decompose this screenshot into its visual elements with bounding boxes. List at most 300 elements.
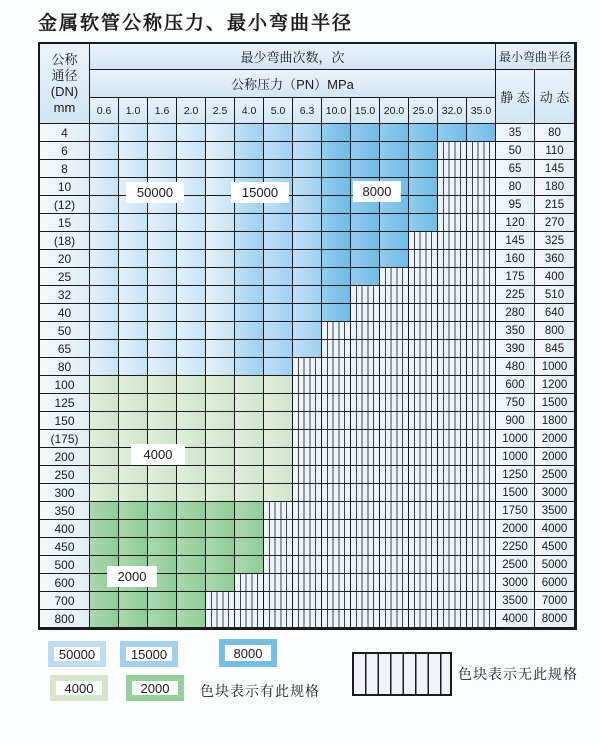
spec-cell-4000 (148, 484, 177, 502)
no-spec-cell (264, 592, 293, 610)
spec-cell-50000 (90, 268, 119, 286)
dynamic-radius-cell: 2500 (535, 466, 575, 484)
no-spec-cell (409, 610, 438, 628)
spec-cell-8000 (322, 214, 351, 232)
spec-cell-8000 (322, 178, 351, 196)
no-spec-cell (467, 250, 496, 268)
no-spec-cell (467, 574, 496, 592)
spec-cell-50000 (206, 268, 235, 286)
spec-cell-4000 (235, 430, 264, 448)
dn-cell: 10 (40, 178, 90, 196)
spec-cell-2000 (235, 502, 264, 520)
no-spec-cell (409, 592, 438, 610)
spec-cell-50000 (148, 286, 177, 304)
static-radius-cell: 3000 (496, 574, 535, 592)
no-spec-cell (293, 556, 322, 574)
no-spec-cell (438, 592, 467, 610)
spec-cell-50000 (177, 322, 206, 340)
spec-cell-8000 (322, 304, 351, 322)
pressure-header: 公称压力（PN）MPa (90, 70, 496, 98)
no-spec-cell (380, 466, 409, 484)
dynamic-radius-cell: 270 (535, 214, 575, 232)
cycle-label-50000: 50000 (126, 182, 184, 203)
no-spec-cell (438, 196, 467, 214)
no-spec-cell (380, 340, 409, 358)
legend-swatch-8000-label: 8000 (233, 645, 263, 661)
spec-cell-50000 (206, 322, 235, 340)
spec-cell-15000 (235, 214, 264, 232)
no-spec-cell (322, 430, 351, 448)
dynamic-radius-cell: 145 (535, 160, 575, 178)
static-radius-cell: 2500 (496, 556, 535, 574)
no-spec-cell (322, 610, 351, 628)
spec-cell-2000 (177, 520, 206, 538)
static-radius-cell: 175 (496, 268, 535, 286)
cycle-label-4000: 4000 (131, 444, 185, 465)
no-spec-cell (380, 412, 409, 430)
no-spec-cell (438, 142, 467, 160)
legend-swatch-50000 (48, 641, 106, 667)
no-spec-cell (467, 322, 496, 340)
no-spec-cell (351, 358, 380, 376)
pressure-tick: 6.3 (293, 98, 322, 124)
spec-cell-50000 (206, 358, 235, 376)
no-spec-cell (351, 556, 380, 574)
no-spec-cell (206, 610, 235, 628)
no-spec-cell (351, 394, 380, 412)
spec-cell-4000 (119, 466, 148, 484)
pressure-tick: 20.0 (380, 98, 409, 124)
spec-cell-15000 (264, 124, 293, 142)
spec-cell-2000 (206, 574, 235, 592)
dynamic-radius-cell: 4500 (535, 538, 575, 556)
no-spec-cell (409, 286, 438, 304)
dn-cell: 6 (40, 142, 90, 160)
no-spec-cell (293, 358, 322, 376)
spec-cell-4000 (119, 394, 148, 412)
dn-cell: 150 (40, 412, 90, 430)
no-spec-cell (467, 304, 496, 322)
spec-cell-4000 (264, 412, 293, 430)
no-spec-cell (438, 538, 467, 556)
spec-cell-15000 (235, 124, 264, 142)
no-spec-cell (409, 250, 438, 268)
static-radius-cell: 1000 (496, 430, 535, 448)
pressure-tick: 1.0 (119, 98, 148, 124)
cycle-label-8000: 8000 (353, 181, 401, 202)
spec-cell-50000 (119, 124, 148, 142)
spec-cell-2000 (206, 556, 235, 574)
spec-cell-50000 (90, 196, 119, 214)
spec-cell-4000 (177, 394, 206, 412)
dn-cell: (18) (40, 232, 90, 250)
no-spec-cell (380, 394, 409, 412)
dn-cell: (12) (40, 196, 90, 214)
spec-cell-50000 (90, 160, 119, 178)
no-spec-cell (293, 448, 322, 466)
spec-cell-15000 (293, 178, 322, 196)
no-spec-cell (467, 394, 496, 412)
spec-cell-15000 (293, 286, 322, 304)
spec-cell-4000 (148, 412, 177, 430)
static-radius-cell: 480 (496, 358, 535, 376)
no-spec-cell (322, 484, 351, 502)
no-spec-cell (293, 520, 322, 538)
spec-cell-15000 (235, 358, 264, 376)
spec-cell-50000 (148, 322, 177, 340)
dynamic-radius-cell: 180 (535, 178, 575, 196)
static-header: 静 态 (496, 70, 535, 124)
pressure-tick: 15.0 (351, 98, 380, 124)
no-spec-cell (409, 340, 438, 358)
no-spec-cell (467, 610, 496, 628)
static-radius-cell: 1500 (496, 484, 535, 502)
no-spec-cell (351, 286, 380, 304)
spec-cell-50000 (148, 160, 177, 178)
no-spec-cell (438, 358, 467, 376)
no-spec-cell (409, 466, 438, 484)
spec-cell-2000 (206, 538, 235, 556)
no-spec-cell (293, 574, 322, 592)
dynamic-radius-cell: 845 (535, 340, 575, 358)
spec-cell-4000 (206, 412, 235, 430)
spec-cell-50000 (119, 160, 148, 178)
dn-cell: 125 (40, 394, 90, 412)
no-spec-cell (467, 592, 496, 610)
no-spec-cell (438, 412, 467, 430)
legend-swatch-15000 (120, 641, 178, 667)
spec-cell-50000 (90, 250, 119, 268)
spec-cell-15000 (264, 160, 293, 178)
spec-cell-4000 (119, 376, 148, 394)
spec-cell-2000 (235, 556, 264, 574)
spec-cell-4000 (148, 394, 177, 412)
dn-cell: 20 (40, 250, 90, 268)
no-spec-cell (467, 520, 496, 538)
spec-cell-2000 (119, 520, 148, 538)
spec-cell-50000 (177, 268, 206, 286)
spec-cell-2000 (235, 538, 264, 556)
spec-cell-15000 (293, 214, 322, 232)
cycle-label-2000: 2000 (107, 566, 157, 587)
legend-no-spec-swatch (352, 652, 452, 696)
static-radius-cell: 600 (496, 376, 535, 394)
spec-cell-8000 (351, 124, 380, 142)
no-spec-cell (380, 538, 409, 556)
dn-cell: 65 (40, 340, 90, 358)
spec-cell-2000 (148, 610, 177, 628)
no-spec-cell (322, 340, 351, 358)
pressure-bend-table (38, 42, 577, 630)
no-spec-cell (438, 502, 467, 520)
dynamic-header: 动 态 (535, 70, 575, 124)
spec-cell-4000 (264, 448, 293, 466)
radius-header: 最小弯曲半径 (496, 44, 575, 70)
spec-cell-8000 (380, 250, 409, 268)
no-spec-cell (351, 412, 380, 430)
legend-no-spec-note: 色块表示无此规格 (458, 666, 578, 682)
spec-cell-8000 (351, 232, 380, 250)
static-radius-cell: 1750 (496, 502, 535, 520)
no-spec-cell (351, 340, 380, 358)
spec-cell-50000 (177, 358, 206, 376)
no-spec-cell (438, 268, 467, 286)
spec-cell-50000 (90, 124, 119, 142)
spec-cell-4000 (235, 376, 264, 394)
spec-cell-8000 (322, 196, 351, 214)
spec-cell-4000 (119, 412, 148, 430)
spec-cell-4000 (90, 466, 119, 484)
dynamic-radius-cell: 3000 (535, 484, 575, 502)
no-spec-cell (438, 376, 467, 394)
no-spec-cell (467, 358, 496, 376)
pressure-tick: 10.0 (322, 98, 351, 124)
spec-cell-8000 (409, 178, 438, 196)
spec-cell-4000 (206, 466, 235, 484)
spec-cell-8000 (409, 160, 438, 178)
no-spec-cell (467, 538, 496, 556)
spec-cell-2000 (148, 592, 177, 610)
no-spec-cell (380, 322, 409, 340)
spec-cell-50000 (177, 142, 206, 160)
spec-cell-8000 (380, 142, 409, 160)
pressure-tick: 1.6 (148, 98, 177, 124)
no-spec-cell (351, 448, 380, 466)
no-spec-cell (293, 466, 322, 484)
no-spec-cell (293, 376, 322, 394)
no-spec-cell (409, 484, 438, 502)
dynamic-radius-cell: 400 (535, 268, 575, 286)
static-radius-cell: 1000 (496, 448, 535, 466)
dynamic-radius-cell: 325 (535, 232, 575, 250)
spec-cell-2000 (90, 520, 119, 538)
no-spec-cell (380, 592, 409, 610)
spec-cell-50000 (177, 214, 206, 232)
dynamic-radius-cell: 1000 (535, 358, 575, 376)
spec-cell-15000 (293, 340, 322, 358)
spec-cell-50000 (177, 304, 206, 322)
spec-cell-2000 (148, 538, 177, 556)
spec-cell-4000 (177, 484, 206, 502)
no-spec-cell (438, 430, 467, 448)
no-spec-cell (438, 286, 467, 304)
spec-cell-50000 (90, 214, 119, 232)
spec-cell-8000 (322, 124, 351, 142)
legend-swatch-50000-label: 50000 (58, 646, 96, 662)
no-spec-cell (322, 466, 351, 484)
spec-cell-50000 (119, 340, 148, 358)
spec-cell-15000 (235, 340, 264, 358)
spec-cell-15000 (264, 268, 293, 286)
no-spec-cell (467, 484, 496, 502)
legend-swatch-8000 (219, 639, 277, 667)
spec-cell-15000 (293, 232, 322, 250)
spec-cell-8000 (380, 160, 409, 178)
no-spec-cell (409, 268, 438, 286)
spec-cell-50000 (206, 160, 235, 178)
dynamic-radius-cell: 215 (535, 196, 575, 214)
no-spec-cell (322, 412, 351, 430)
no-spec-cell (409, 232, 438, 250)
no-spec-cell (438, 250, 467, 268)
spec-cell-15000 (264, 304, 293, 322)
spec-cell-2000 (177, 592, 206, 610)
no-spec-cell (467, 160, 496, 178)
dn-cell: 100 (40, 376, 90, 394)
static-radius-cell: 900 (496, 412, 535, 430)
spec-cell-50000 (119, 214, 148, 232)
no-spec-cell (380, 556, 409, 574)
no-spec-cell (351, 574, 380, 592)
no-spec-cell (438, 394, 467, 412)
no-spec-cell (322, 556, 351, 574)
static-radius-cell: 145 (496, 232, 535, 250)
no-spec-cell (438, 214, 467, 232)
dynamic-radius-cell: 6000 (535, 574, 575, 592)
spec-cell-2000 (177, 502, 206, 520)
no-spec-cell (380, 376, 409, 394)
spec-cell-8000 (322, 250, 351, 268)
no-spec-cell (438, 610, 467, 628)
spec-cell-15000 (235, 232, 264, 250)
spec-cell-4000 (119, 484, 148, 502)
no-spec-cell (438, 556, 467, 574)
spec-cell-8000 (322, 232, 351, 250)
dynamic-radius-cell: 360 (535, 250, 575, 268)
static-radius-cell: 2000 (496, 520, 535, 538)
spec-cell-2000 (206, 520, 235, 538)
no-spec-cell (380, 268, 409, 286)
no-spec-cell (322, 394, 351, 412)
spec-cell-50000 (90, 358, 119, 376)
spec-cell-2000 (119, 502, 148, 520)
no-spec-cell (264, 502, 293, 520)
no-spec-cell (409, 556, 438, 574)
no-spec-cell (293, 394, 322, 412)
dynamic-radius-cell: 8000 (535, 610, 575, 628)
no-spec-cell (322, 448, 351, 466)
dn-cell: 800 (40, 610, 90, 628)
no-spec-cell (264, 610, 293, 628)
spec-cell-50000 (206, 124, 235, 142)
spec-cell-50000 (148, 214, 177, 232)
dynamic-radius-cell: 110 (535, 142, 575, 160)
dynamic-radius-cell: 640 (535, 304, 575, 322)
spec-cell-50000 (177, 160, 206, 178)
no-spec-cell (409, 376, 438, 394)
cycle-label-15000: 15000 (231, 182, 289, 203)
no-spec-cell (409, 304, 438, 322)
no-spec-cell (409, 394, 438, 412)
no-spec-cell (409, 430, 438, 448)
spec-cell-2000 (177, 574, 206, 592)
spec-cell-50000 (206, 232, 235, 250)
no-spec-cell (351, 502, 380, 520)
spec-cell-15000 (293, 124, 322, 142)
no-spec-cell (206, 592, 235, 610)
dn-cell: 25 (40, 268, 90, 286)
spec-cell-4000 (264, 484, 293, 502)
spec-cell-4000 (90, 412, 119, 430)
no-spec-cell (264, 538, 293, 556)
no-spec-cell (293, 610, 322, 628)
spec-cell-15000 (264, 286, 293, 304)
no-spec-cell (467, 268, 496, 286)
no-spec-cell (438, 160, 467, 178)
legend-swatch-2000-label: 2000 (140, 680, 170, 696)
dn-cell: 15 (40, 214, 90, 232)
spec-cell-2000 (119, 592, 148, 610)
spec-cell-15000 (264, 250, 293, 268)
spec-cell-4000 (148, 466, 177, 484)
static-radius-cell: 160 (496, 250, 535, 268)
spec-cell-15000 (235, 286, 264, 304)
spec-cell-4000 (206, 448, 235, 466)
pressure-tick: 2.0 (177, 98, 206, 124)
no-spec-cell (409, 538, 438, 556)
no-spec-cell (467, 376, 496, 394)
no-spec-cell (409, 520, 438, 538)
spec-cell-4000 (90, 394, 119, 412)
legend-swatch-4000-label: 4000 (64, 680, 94, 696)
no-spec-cell (293, 592, 322, 610)
spec-cell-15000 (235, 304, 264, 322)
spec-cell-15000 (235, 160, 264, 178)
no-spec-cell (351, 520, 380, 538)
legend-swatch-15000-label: 15000 (130, 646, 168, 662)
no-spec-cell (438, 340, 467, 358)
static-radius-cell: 350 (496, 322, 535, 340)
dynamic-radius-cell: 510 (535, 286, 575, 304)
spec-cell-50000 (119, 304, 148, 322)
no-spec-cell (467, 286, 496, 304)
dn-cell: (175) (40, 430, 90, 448)
no-spec-cell (322, 502, 351, 520)
no-spec-cell (293, 412, 322, 430)
no-spec-cell (322, 538, 351, 556)
spec-cell-4000 (90, 448, 119, 466)
spec-cell-50000 (90, 304, 119, 322)
spec-cell-50000 (148, 124, 177, 142)
spec-cell-4000 (90, 430, 119, 448)
static-radius-cell: 95 (496, 196, 535, 214)
spec-cell-2000 (119, 610, 148, 628)
dynamic-radius-cell: 1200 (535, 376, 575, 394)
no-spec-cell (467, 448, 496, 466)
no-spec-cell (351, 610, 380, 628)
no-spec-cell (322, 322, 351, 340)
spec-cell-8000 (322, 268, 351, 286)
spec-cell-4000 (177, 412, 206, 430)
spec-cell-4000 (148, 376, 177, 394)
spec-cell-50000 (90, 286, 119, 304)
spec-cell-4000 (206, 430, 235, 448)
cycles-header: 最少弯曲次数，次 (90, 44, 496, 70)
spec-cell-50000 (119, 268, 148, 286)
dn-cell: 32 (40, 286, 90, 304)
no-spec-cell (438, 520, 467, 538)
no-spec-cell (380, 430, 409, 448)
spec-cell-4000 (235, 412, 264, 430)
static-radius-cell: 35 (496, 124, 535, 142)
spec-cell-50000 (177, 250, 206, 268)
no-spec-cell (235, 592, 264, 610)
spec-cell-4000 (264, 430, 293, 448)
no-spec-cell (467, 142, 496, 160)
no-spec-cell (293, 484, 322, 502)
no-spec-cell (467, 214, 496, 232)
dynamic-radius-cell: 1500 (535, 394, 575, 412)
